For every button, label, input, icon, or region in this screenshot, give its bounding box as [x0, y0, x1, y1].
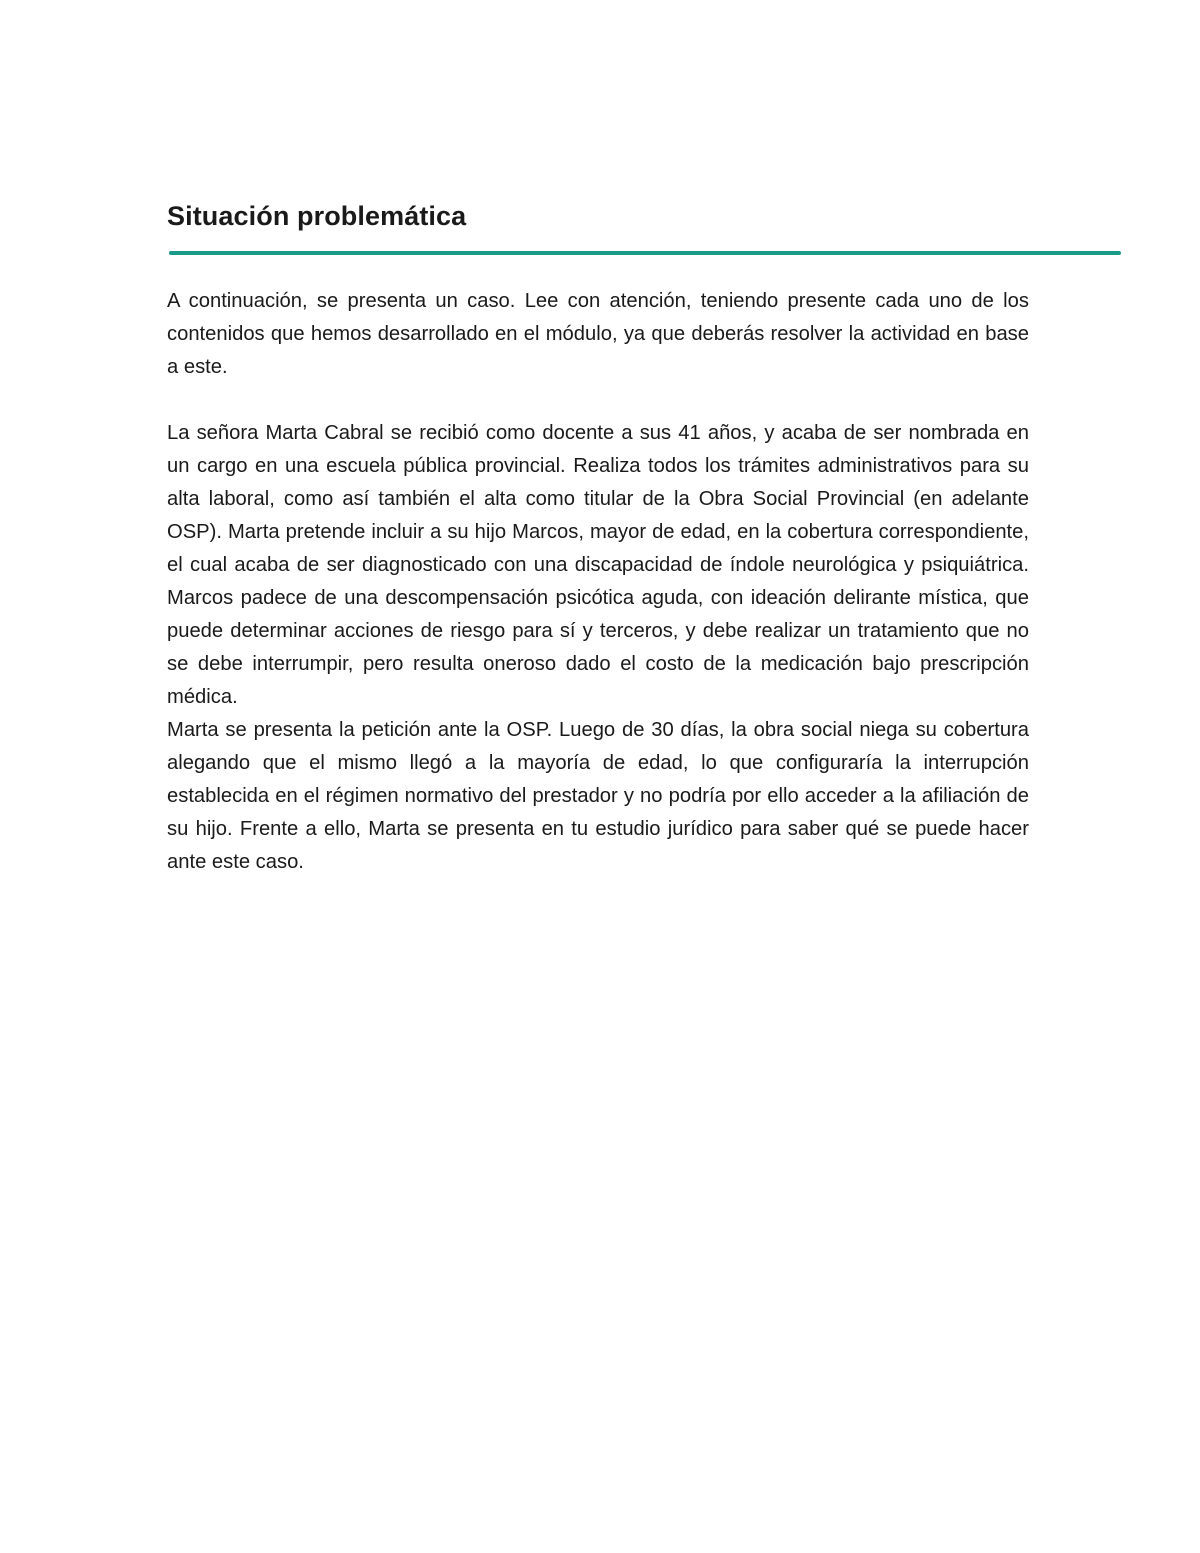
- case-outcome-paragraph: Marta se presenta la petición ante la OSP. Luego de 30 días, la obra social niega su cobertura alegando que el mismo llegó a la mayoría de edad, lo que configuraría la interrupción establecida en el régimen normativo del prestador y no podría por ello acceder a la afiliación de su hijo. Frente a ello, Marta se presenta en tu estudio jurídico para saber qué se puede hacer ante este caso.: [167, 719, 1029, 873]
- page-title: Situación problemática: [167, 201, 467, 231]
- case-paragraph: La señora Marta Cabral se recibió como docente a sus 41 años, y acaba de ser nombrada en un cargo en una escuela pública provincial. Realiza todos los trámites administrativos para su alta laboral, como así también el alta como titular de la Obra Social Provincial (en adelante OSP). Marta pretende incluir a su hijo Marcos, mayor de edad, en la cobertura correspondiente, el cual acaba de ser diagnosticado con una discapacidad de índole neurológica y psiquiátrica. Marcos padece de una descompensación psicótica aguda, con ideación delirante mística, que puede determinar acciones de riesgo para sí y terceros, y debe realizar un tratamiento que no se debe interrumpir, pero resulta oneroso dado el costo de la medicación bajo prescripción médica.: [167, 422, 1029, 708]
- body-text: [167, 285, 1029, 879]
- title-underline: [169, 251, 1121, 255]
- paragraph-spacer: [167, 384, 1029, 417]
- intro-paragraph: A continuación, se presenta un caso. Lee con atención, teniendo presente cada uno de los contenidos que hemos desarrollado en el módulo, ya que deberás resolver la actividad en base a este.: [167, 290, 1029, 378]
